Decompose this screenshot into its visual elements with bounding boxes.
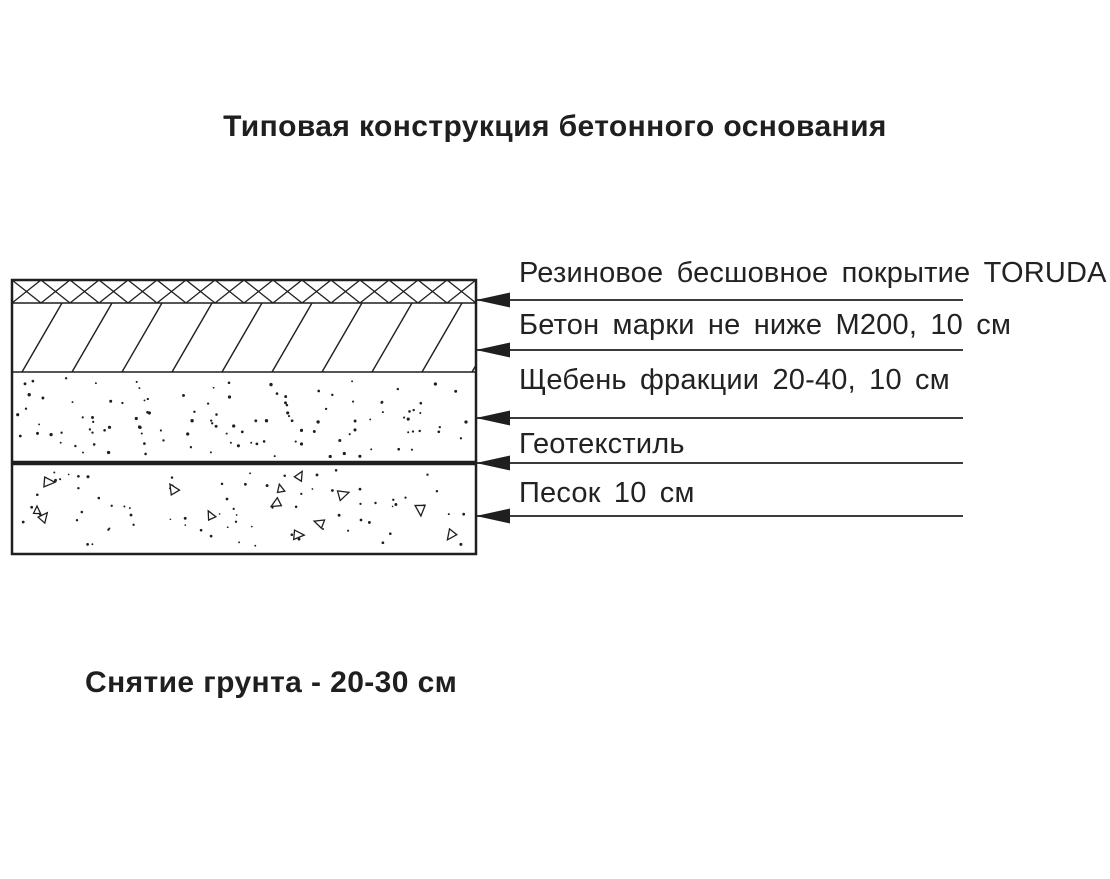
leader-arrow-1-icon xyxy=(476,293,510,308)
layer-label-rubber-coating: Резиновое бесшовное покрытие TORUDA xyxy=(519,257,1107,289)
layer-rubber-coating-hatch xyxy=(12,280,476,303)
layer-label-concrete: Бетон марки не ниже М200, 10 см xyxy=(519,309,1012,341)
leader-arrow-5-icon xyxy=(476,509,510,524)
layer-concrete-hatch xyxy=(22,303,476,372)
page-title: Типовая конструкция бетонного основания xyxy=(223,110,887,143)
layer-crushed-stone-dots xyxy=(16,377,468,458)
layer-sand-dots xyxy=(22,469,465,547)
layer-sand-triangles xyxy=(34,471,457,540)
layer-structure xyxy=(12,303,476,463)
leader-arrowheads xyxy=(476,293,510,524)
layer-label-geotextile: Геотекстиль xyxy=(519,428,685,460)
leader-arrow-2-icon xyxy=(476,343,510,358)
leader-arrow-4-icon xyxy=(476,456,510,471)
leader-arrow-3-icon xyxy=(476,411,510,426)
layer-label-crushed-stone: Щебень фракции 20-40, 10 см xyxy=(519,364,950,396)
layer-label-sand: Песок 10 см xyxy=(519,477,695,509)
soil-removal-note: Снятие грунта - 20-30 см xyxy=(85,666,458,699)
